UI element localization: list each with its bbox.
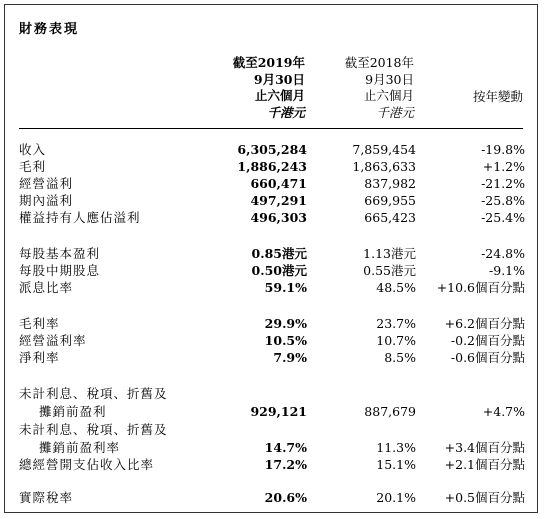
value-change: -21.2% xyxy=(481,176,525,191)
value-2019: 17.2% xyxy=(264,457,307,472)
value-change: +2.1個百分點 xyxy=(444,457,525,472)
row-label: 每股中期股息 xyxy=(19,263,101,278)
value-2019: 929,121 xyxy=(250,404,307,419)
value-2019: 29.9% xyxy=(264,316,307,331)
value-2018: 1.13港元 xyxy=(363,246,416,261)
value-2019: 0.85港元 xyxy=(251,246,307,261)
header-2018-line1: 截至2018年 xyxy=(344,55,414,70)
header-2019-line1: 截至2019年 xyxy=(232,55,305,70)
value-2018: 23.7% xyxy=(376,316,416,331)
table-row xyxy=(5,192,539,209)
table-row xyxy=(5,279,539,296)
value-2018: 837,982 xyxy=(364,176,416,191)
value-change: -25.4% xyxy=(481,210,525,225)
value-change: -0.6個百分點 xyxy=(450,350,525,365)
row-label: 每股基本盈利 xyxy=(19,246,101,261)
value-2019: 1,886,243 xyxy=(237,159,307,174)
value-change: +1.2% xyxy=(482,159,525,174)
value-2018: 887,679 xyxy=(364,404,416,419)
column-header-2019 xyxy=(233,55,305,121)
value-2019: 20.6% xyxy=(264,490,307,505)
value-2019: 6,305,284 xyxy=(237,142,307,157)
table-row xyxy=(5,209,539,226)
row-label: 攤銷前盈利 xyxy=(39,404,107,419)
value-2019: 7.9% xyxy=(273,350,307,365)
row-label: 總經營開支佔收入比率 xyxy=(19,457,155,472)
value-2019: 0.50港元 xyxy=(251,263,307,278)
value-2018: 665,423 xyxy=(364,210,416,225)
table-row xyxy=(5,262,539,279)
header-2018-line3: 止六個月 xyxy=(363,88,414,103)
row-label: 實際稅率 xyxy=(19,490,74,505)
value-2019: 496,303 xyxy=(250,210,307,225)
value-2019: 14.7% xyxy=(264,440,307,455)
financial-table-frame xyxy=(4,4,538,513)
value-2018: 8.5% xyxy=(384,350,416,365)
column-header-2018 xyxy=(345,55,414,121)
value-2019: 660,471 xyxy=(250,176,307,191)
value-change: -19.8% xyxy=(481,142,525,157)
value-2018: 15.1% xyxy=(376,457,416,472)
header-2018-line2: 9月30日 xyxy=(365,71,414,87)
row-label: 經營溢利率 xyxy=(19,333,87,348)
table-row xyxy=(5,332,539,349)
value-change: +10.6個百分點 xyxy=(436,280,525,295)
row-label: 派息比率 xyxy=(19,280,74,295)
value-change: +3.4個百分點 xyxy=(444,440,525,455)
value-2018: 20.1% xyxy=(376,490,416,505)
table-title: 財務表現 xyxy=(19,22,80,37)
table-row xyxy=(5,158,539,175)
value-2018: 0.55港元 xyxy=(363,263,416,278)
value-2018: 10.7% xyxy=(376,333,416,348)
value-change: +6.2個百分點 xyxy=(444,316,525,331)
header-2019-line3: 止六個月 xyxy=(254,88,305,103)
row-label: 淨利率 xyxy=(19,350,60,365)
header-2019-unit: 千港元 xyxy=(267,104,305,120)
value-change: -25.8% xyxy=(481,193,525,208)
table-row xyxy=(5,421,539,438)
value-change: +4.7% xyxy=(482,404,525,419)
value-2019: 497,291 xyxy=(250,193,307,208)
row-label: 經營溢利 xyxy=(19,176,74,191)
table-row xyxy=(5,385,539,402)
value-change: -9.1% xyxy=(489,263,525,278)
value-2018: 1,863,633 xyxy=(352,159,416,174)
table-row xyxy=(5,456,539,473)
row-label: 未計利息、稅項、折舊及 xyxy=(19,422,168,437)
table-row xyxy=(5,175,539,192)
row-label: 毛利率 xyxy=(19,316,60,331)
table-row xyxy=(5,141,539,158)
header-2018-unit: 千港元 xyxy=(376,104,414,120)
header-divider xyxy=(19,128,523,129)
value-2018: 48.5% xyxy=(376,280,416,295)
row-label: 期內溢利 xyxy=(19,193,74,208)
column-header-change: 按年變動 xyxy=(472,89,523,104)
value-2018: 7,859,454 xyxy=(352,142,416,157)
table-row xyxy=(5,349,539,366)
value-change: -0.2個百分點 xyxy=(450,333,525,348)
table-row xyxy=(5,315,539,332)
table-row xyxy=(5,489,539,506)
value-2019: 59.1% xyxy=(264,280,307,295)
table-row xyxy=(5,403,539,420)
value-2018: 669,955 xyxy=(364,193,416,208)
table-row xyxy=(5,245,539,262)
table-row xyxy=(5,439,539,456)
row-label: 攤銷前盈利率 xyxy=(39,440,121,455)
row-label: 毛利 xyxy=(19,159,47,174)
row-label: 收入 xyxy=(19,142,47,157)
value-change: -24.8% xyxy=(481,246,525,261)
row-label: 未計利息、稅項、折舊及 xyxy=(19,386,168,401)
value-change: +0.5個百分點 xyxy=(444,490,525,505)
row-label: 權益持有人應佔溢利 xyxy=(19,210,141,225)
value-2019: 10.5% xyxy=(264,333,307,348)
value-2018: 11.3% xyxy=(376,440,416,455)
header-2019-line2: 9月30日 xyxy=(253,71,305,87)
